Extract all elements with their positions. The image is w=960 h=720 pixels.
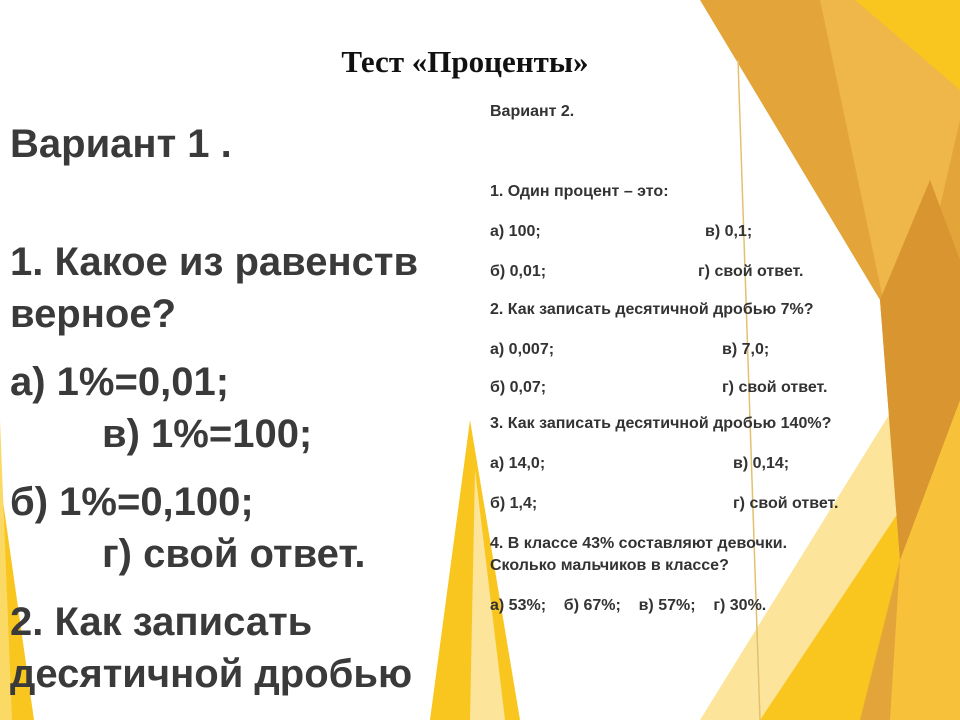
- v2-q1-answer-g: г) свой ответ.: [698, 263, 804, 280]
- v2-q3-answer-g: г) свой ответ.: [733, 495, 839, 512]
- v2-q3-answer-a: а) 14,0;: [490, 455, 546, 472]
- v2-question-3: 3. Как записать десятичной дробью 140%?: [490, 415, 832, 432]
- variant-1-heading: Вариант 1 .: [10, 122, 232, 166]
- v2-q2-answer-b: б) 0,07;: [490, 379, 547, 396]
- v1-question-2-line-1: 2. Как записать: [10, 600, 313, 644]
- variant-2-heading: Вариант 2.: [490, 103, 575, 120]
- v2-q2-answer-a: а) 0,007;: [490, 341, 555, 358]
- v1-question-1-line-2: верное?: [10, 292, 177, 336]
- v2-question-2: 2. Как записать десятичной дробью 7%?: [490, 301, 814, 318]
- v2-question-4-line-2: Сколько мальчиков в классе?: [490, 557, 729, 574]
- v2-question-1: 1. Один процент – это:: [490, 183, 669, 200]
- v1-q1-answer-b: б) 1%=0,100;: [10, 480, 254, 524]
- v2-q3-answer-v: в) 0,14;: [733, 455, 790, 472]
- v2-q3-answer-b: б) 1,4;: [490, 495, 538, 512]
- variant-1-block: [10, 118, 530, 700]
- v2-q2-answer-g: г) свой ответ.: [722, 379, 828, 396]
- v1-q1-answer-g: г) свой ответ.: [102, 532, 366, 576]
- v2-q1-answer-a: а) 100;: [490, 223, 541, 240]
- v2-q2-answer-v: в) 7,0;: [722, 341, 770, 358]
- v2-q1-answer-v: в) 0,1;: [705, 223, 753, 240]
- v1-q1-answer-a: а) 1%=0,01;: [10, 360, 230, 404]
- v2-q4-answers: а) 53%; б) 67%; в) 57%; г) 30%.: [490, 597, 767, 614]
- v2-q1-answer-b: б) 0,01;: [490, 263, 547, 280]
- v1-question-2-line-2: десятичной дробью: [10, 652, 413, 696]
- v1-q1-answer-v: в) 1%=100;: [102, 412, 313, 456]
- v1-question-1-line-1: 1. Какое из равенств: [10, 240, 419, 284]
- slide-title: Тест «Проценты»: [341, 44, 589, 79]
- spacer: [10, 170, 530, 222]
- v2-question-4-line-1: 4. В классе 43% составляют девочки.: [490, 535, 788, 552]
